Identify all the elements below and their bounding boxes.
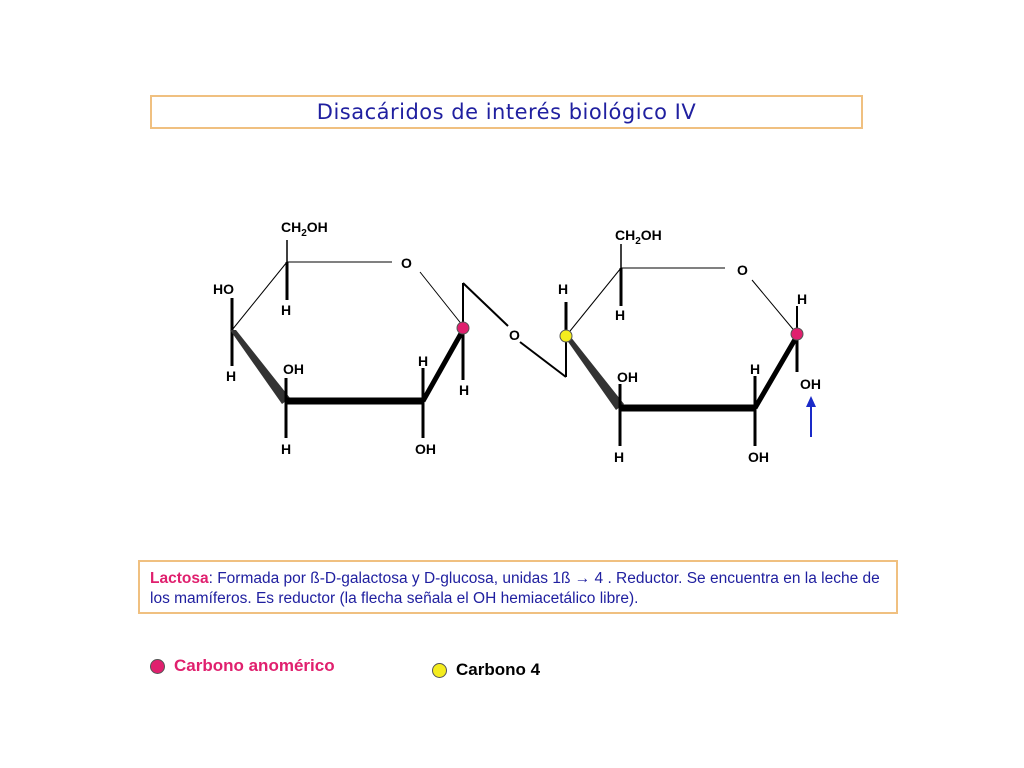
label-bridge-o: O [509,327,520,343]
label-oh-c3-left: OH [283,361,304,377]
bond-bridge-o-right [520,342,566,377]
legend-anomeric-label: Carbono anomérico [174,656,335,675]
label-h-c4-right: H [558,281,569,297]
label-ch2oh-right: $CH_2OH$ [615,227,662,247]
label-oh-c1-right: OH [800,376,821,392]
carbon4-dot [560,330,572,342]
label-h-c2-right: H [750,361,761,377]
label-h-c4-left: H [226,368,237,384]
bond-c5-c4-right [566,268,621,336]
bond-bridge-o-left [463,283,508,326]
description-text: : Formada por ß-D-galactosa y D-glucosa, unidas 1ß → 4 . Reductor. Se encuentra en la leche de los mamíferos. Es reductor (la flecha señala el OH hemiacetálico libre). [150,570,880,607]
anomeric-carbon-dot-right [791,328,803,340]
description-box [138,560,898,614]
label-h-c2-left: H [418,353,429,369]
label-oh-c2-right: OH [748,449,769,465]
label-ring-o-right: O [737,262,748,278]
bond-c4-c3-left [230,330,290,404]
label-h-c5-right: H [615,307,626,323]
bond-c4-c3-right [564,336,624,410]
label-oh-c3-right: OH [617,369,638,385]
label-h-c3-left: H [281,441,292,457]
legend-carbon4 [432,660,540,680]
anomeric-carbon-dot-left [457,322,469,334]
label-h-c5-left: H [281,302,292,318]
legend-carbon4-label: Carbono 4 [456,660,541,679]
bond-c2-c1-left [423,330,463,401]
label-h-c3-right: H [614,449,625,465]
label-h-c1-right: H [797,291,808,307]
bond-o-c1-right [752,280,797,334]
bond-c2-c1-right [755,336,797,408]
bond-o-c1-left [420,272,463,326]
description-term: Lactosa [150,570,209,587]
label-oh-c2-left: OH [415,441,436,457]
legend-anomeric-dot [150,659,165,674]
legend-carbon4-dot [432,663,447,678]
reducing-arrow-head [806,396,816,407]
bond-c5-c4-left [232,262,287,330]
label-ch2oh-left: $CH_2OH$ [281,219,328,239]
label-h-c1-left: H [459,382,470,398]
page-title: Disacáridos de interés biológico IV [150,95,863,129]
label-ring-o-left: O [401,255,412,271]
label-ho-left: HO [213,281,234,297]
legend-anomeric [150,656,335,676]
